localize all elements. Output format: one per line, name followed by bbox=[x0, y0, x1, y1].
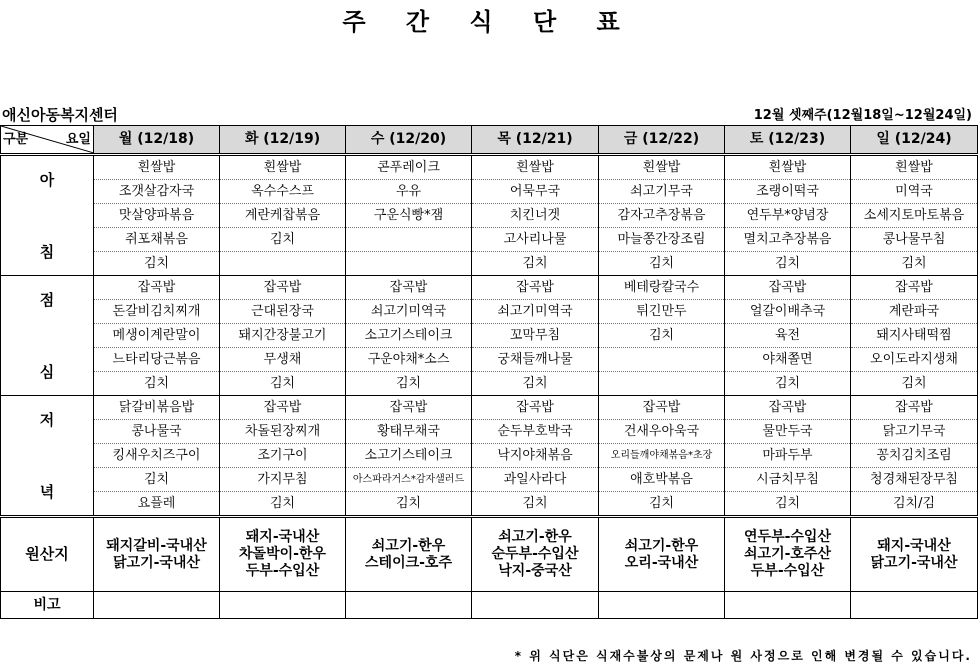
menu-item: 흰쌀밥 bbox=[94, 155, 220, 180]
meal-label bbox=[1, 396, 94, 517]
menu-item: 김치 bbox=[472, 372, 599, 396]
menu-item: 치킨너겟 bbox=[472, 204, 599, 228]
menu-item: 흰쌀밥 bbox=[220, 155, 346, 180]
menu-item: 시금치무침 bbox=[725, 468, 851, 492]
meal-row bbox=[1, 252, 978, 276]
menu-item: 흰쌀밥 bbox=[725, 155, 851, 180]
menu-item: 근대된장국 bbox=[220, 300, 346, 324]
meal-label-char: 심 bbox=[39, 362, 55, 381]
org-name: 애신아동복지센터 bbox=[2, 106, 118, 124]
origin-line: 오리-국내산 bbox=[624, 554, 699, 571]
menu-item: 김치/김 bbox=[851, 492, 978, 517]
meal-label bbox=[1, 155, 94, 276]
meal-label-char: 점 bbox=[39, 290, 55, 309]
meal-row bbox=[1, 396, 978, 420]
menu-item: 돈갈비김치찌개 bbox=[94, 300, 220, 324]
remarks-cell bbox=[346, 592, 472, 619]
menu-item bbox=[346, 252, 472, 276]
menu-item: 잡곡밥 bbox=[851, 396, 978, 420]
menu-item: 쇠고기미역국 bbox=[472, 300, 599, 324]
menu-item: 콩나물무침 bbox=[851, 228, 978, 252]
week-label: 12월 셋째주(12월18일~12월24일) bbox=[753, 108, 972, 123]
menu-item: 콘푸레이크 bbox=[346, 155, 472, 180]
meal-row bbox=[1, 468, 978, 492]
corner-cell bbox=[1, 126, 94, 155]
meal-label bbox=[1, 276, 94, 396]
menu-item: 느타리당근볶음 bbox=[94, 348, 220, 372]
menu-item bbox=[346, 228, 472, 252]
menu-item: 잡곡밥 bbox=[472, 396, 599, 420]
menu-item: 미역국 bbox=[851, 180, 978, 204]
menu-item: 김치 bbox=[725, 492, 851, 517]
menu-item: 김치 bbox=[94, 372, 220, 396]
menu-item: 물만두국 bbox=[725, 420, 851, 444]
origin-line: 닭고기-국내산 bbox=[113, 554, 200, 571]
meal-label-char: 녁 bbox=[39, 482, 55, 501]
origin-line: 순두부-수입산 bbox=[491, 546, 579, 562]
menu-item: 어묵무국 bbox=[472, 180, 599, 204]
menu-item: 잡곡밥 bbox=[725, 396, 851, 420]
menu-item: 조갯살감자국 bbox=[94, 180, 220, 204]
origin-row bbox=[1, 517, 978, 592]
meal-label-char bbox=[1, 438, 93, 474]
origin-cell bbox=[472, 517, 599, 592]
header-row bbox=[1, 126, 978, 155]
origin-line: 연두부-수입산 bbox=[744, 529, 831, 545]
menu-item: 김치 bbox=[599, 324, 725, 348]
footnote: * 위 식단은 식재수불상의 문제나 원 사정으로 인해 변경될 수 있습니다. bbox=[514, 649, 972, 663]
menu-item: 닭갈비볶음밥 bbox=[94, 396, 220, 420]
menu-item: 마파두부 bbox=[725, 444, 851, 468]
menu-item: 낙지야채볶음 bbox=[472, 444, 599, 468]
menu-item: 김치 bbox=[725, 372, 851, 396]
menu-item: 구운식빵*잼 bbox=[346, 204, 472, 228]
menu-item: 오리들깨야채볶음*초장 bbox=[599, 444, 725, 468]
day-header: 목 (12/21) bbox=[472, 126, 599, 155]
origin-line: 쇠고기-한우 bbox=[371, 537, 446, 554]
menu-item: 건새우아욱국 bbox=[599, 420, 725, 444]
meal-row bbox=[1, 324, 978, 348]
meal-label-char: 저 bbox=[39, 410, 55, 429]
meal-row bbox=[1, 204, 978, 228]
menu-item: 쇠고기미역국 bbox=[346, 300, 472, 324]
day-header: 일 (12/24) bbox=[851, 126, 978, 155]
origin-line: 닭고기-국내산 bbox=[870, 554, 958, 571]
menu-item bbox=[220, 252, 346, 276]
menu-item: 잡곡밥 bbox=[94, 276, 220, 300]
menu-item: 궁채들깨나물 bbox=[472, 348, 599, 372]
menu-item: 김치 bbox=[472, 252, 599, 276]
meal-row bbox=[1, 420, 978, 444]
origin-line: 낙지-중국산 bbox=[498, 563, 572, 579]
day-header: 화 (12/19) bbox=[220, 126, 346, 155]
menu-item: 돼지간장불고기 bbox=[220, 324, 346, 348]
menu-item: 육전 bbox=[725, 324, 851, 348]
menu-item: 잡곡밥 bbox=[220, 396, 346, 420]
menu-item: 애호박볶음 bbox=[599, 468, 725, 492]
menu-item: 콩나물국 bbox=[94, 420, 220, 444]
origin-line: 돼지갈비-국내산 bbox=[106, 537, 207, 554]
menu-item: 김치 bbox=[220, 228, 346, 252]
menu-item: 김치 bbox=[346, 372, 472, 396]
menu-item: 잡곡밥 bbox=[220, 276, 346, 300]
meal-label-char: 침 bbox=[39, 242, 55, 261]
menu-item: 잡곡밥 bbox=[346, 396, 472, 420]
menu-item: 흰쌀밥 bbox=[599, 155, 725, 180]
menu-item: 김치 bbox=[599, 492, 725, 517]
menu-item: 조랭이떡국 bbox=[725, 180, 851, 204]
remarks-cell bbox=[94, 592, 220, 619]
menu-item: 김치 bbox=[472, 492, 599, 517]
menu-item: 얼갈이배추국 bbox=[725, 300, 851, 324]
menu-item: 흰쌀밥 bbox=[851, 155, 978, 180]
menu-item: 쥐포채볶음 bbox=[94, 228, 220, 252]
origin-cell bbox=[725, 517, 851, 592]
menu-item: 과일사라다 bbox=[472, 468, 599, 492]
origin-line: 돼지-국내산 bbox=[877, 537, 951, 554]
menu-item: 꼬막무침 bbox=[472, 324, 599, 348]
day-header: 금 (12/22) bbox=[599, 126, 725, 155]
menu-item: 청경채된장무침 bbox=[851, 468, 978, 492]
meal-row bbox=[1, 492, 978, 517]
origin-cell bbox=[599, 517, 725, 592]
menu-item: 구운야채*소스 bbox=[346, 348, 472, 372]
menu-item: 맛살양파볶음 bbox=[94, 204, 220, 228]
menu-item: 연두부*양념장 bbox=[725, 204, 851, 228]
meal-label-char bbox=[1, 198, 93, 234]
meal-row bbox=[1, 300, 978, 324]
origin-line: 스테이크-호주 bbox=[365, 554, 452, 571]
menu-item: 우유 bbox=[346, 180, 472, 204]
meal-row bbox=[1, 155, 978, 180]
remarks-cell bbox=[220, 592, 346, 619]
menu-item: 흰쌀밥 bbox=[472, 155, 599, 180]
menu-item: 김치 bbox=[599, 252, 725, 276]
page-title: 주 간 식 단 표 bbox=[342, 8, 636, 36]
origin-line: 두부-수입산 bbox=[245, 563, 320, 579]
menu-item: 베테랑칼국수 bbox=[599, 276, 725, 300]
meal-row bbox=[1, 348, 978, 372]
origin-label: 원산지 bbox=[1, 517, 94, 592]
menu-item: 옥수수스프 bbox=[220, 180, 346, 204]
remarks-label: 비고 bbox=[1, 592, 94, 619]
meal-label-char bbox=[1, 318, 93, 354]
origin-cell bbox=[851, 517, 978, 592]
origin-line: 쇠고기-호주산 bbox=[744, 546, 831, 562]
menu-item: 잡곡밥 bbox=[599, 396, 725, 420]
menu-item: 무생채 bbox=[220, 348, 346, 372]
menu-item: 오이도라지생채 bbox=[851, 348, 978, 372]
meal-label-char: 아 bbox=[39, 170, 55, 189]
origin-line: 쇠고기-한우 bbox=[624, 537, 699, 554]
menu-item: 킹새우치즈구이 bbox=[94, 444, 220, 468]
menu-item: 잡곡밥 bbox=[851, 276, 978, 300]
menu-item: 계란케찹볶음 bbox=[220, 204, 346, 228]
menu-table bbox=[0, 125, 978, 619]
menu-item: 고사리나물 bbox=[472, 228, 599, 252]
menu-item: 김치 bbox=[346, 492, 472, 517]
menu-item: 김치 bbox=[220, 372, 346, 396]
menu-item: 순두부호박국 bbox=[472, 420, 599, 444]
menu-item: 메생이계란말이 bbox=[94, 324, 220, 348]
meal-row bbox=[1, 444, 978, 468]
menu-item: 튀긴만두 bbox=[599, 300, 725, 324]
origin-line: 차돌박이-한우 bbox=[239, 546, 326, 562]
menu-item: 조기구이 bbox=[220, 444, 346, 468]
remarks-cell bbox=[725, 592, 851, 619]
menu-item: 잡곡밥 bbox=[472, 276, 599, 300]
menu-item: 소고기스테이크 bbox=[346, 324, 472, 348]
menu-item: 김치 bbox=[725, 252, 851, 276]
menu-item: 멸치고추장볶음 bbox=[725, 228, 851, 252]
corner-left-label: 구분 bbox=[3, 132, 29, 147]
menu-item: 돼지사태떡찜 bbox=[851, 324, 978, 348]
menu-item: 잡곡밥 bbox=[725, 276, 851, 300]
menu-item: 마늘쫑간장조림 bbox=[599, 228, 725, 252]
menu-item bbox=[599, 348, 725, 372]
meal-row bbox=[1, 372, 978, 396]
menu-item: 김치 bbox=[94, 252, 220, 276]
menu-item: 닭고기무국 bbox=[851, 420, 978, 444]
corner-right-label: 요일 bbox=[65, 132, 91, 147]
menu-item: 잡곡밥 bbox=[346, 276, 472, 300]
origin-cell bbox=[346, 517, 472, 592]
menu-item: 쇠고기무국 bbox=[599, 180, 725, 204]
day-header: 수 (12/20) bbox=[346, 126, 472, 155]
menu-item: 아스파라거스*감자샐러드 bbox=[346, 468, 472, 492]
origin-line: 쇠고기-한우 bbox=[498, 529, 572, 545]
origin-cell bbox=[220, 517, 346, 592]
menu-item: 가지무침 bbox=[220, 468, 346, 492]
menu-item: 야채쫄면 bbox=[725, 348, 851, 372]
day-header: 월 (12/18) bbox=[94, 126, 220, 155]
menu-item: 황태무채국 bbox=[346, 420, 472, 444]
remarks-cell bbox=[851, 592, 978, 619]
day-header: 토 (12/23) bbox=[725, 126, 851, 155]
menu-item: 김치 bbox=[851, 252, 978, 276]
meal-row bbox=[1, 276, 978, 300]
meal-row bbox=[1, 180, 978, 204]
menu-item: 꽁치김치조림 bbox=[851, 444, 978, 468]
menu-item: 김치 bbox=[851, 372, 978, 396]
menu-item: 소고기스테이크 bbox=[346, 444, 472, 468]
origin-line: 돼지-국내산 bbox=[245, 529, 320, 545]
remarks-row bbox=[1, 592, 978, 619]
menu-item: 김치 bbox=[220, 492, 346, 517]
menu-item: 소세지토마토볶음 bbox=[851, 204, 978, 228]
menu-item: 차돌된장찌개 bbox=[220, 420, 346, 444]
origin-line: 두부-수입산 bbox=[750, 563, 825, 579]
menu-item: 요플레 bbox=[94, 492, 220, 517]
remarks-cell bbox=[599, 592, 725, 619]
menu-item: 김치 bbox=[94, 468, 220, 492]
menu-item bbox=[599, 372, 725, 396]
menu-item: 계란파국 bbox=[851, 300, 978, 324]
meal-row bbox=[1, 228, 978, 252]
menu-item: 감자고추장볶음 bbox=[599, 204, 725, 228]
remarks-cell bbox=[472, 592, 599, 619]
origin-cell bbox=[94, 517, 220, 592]
